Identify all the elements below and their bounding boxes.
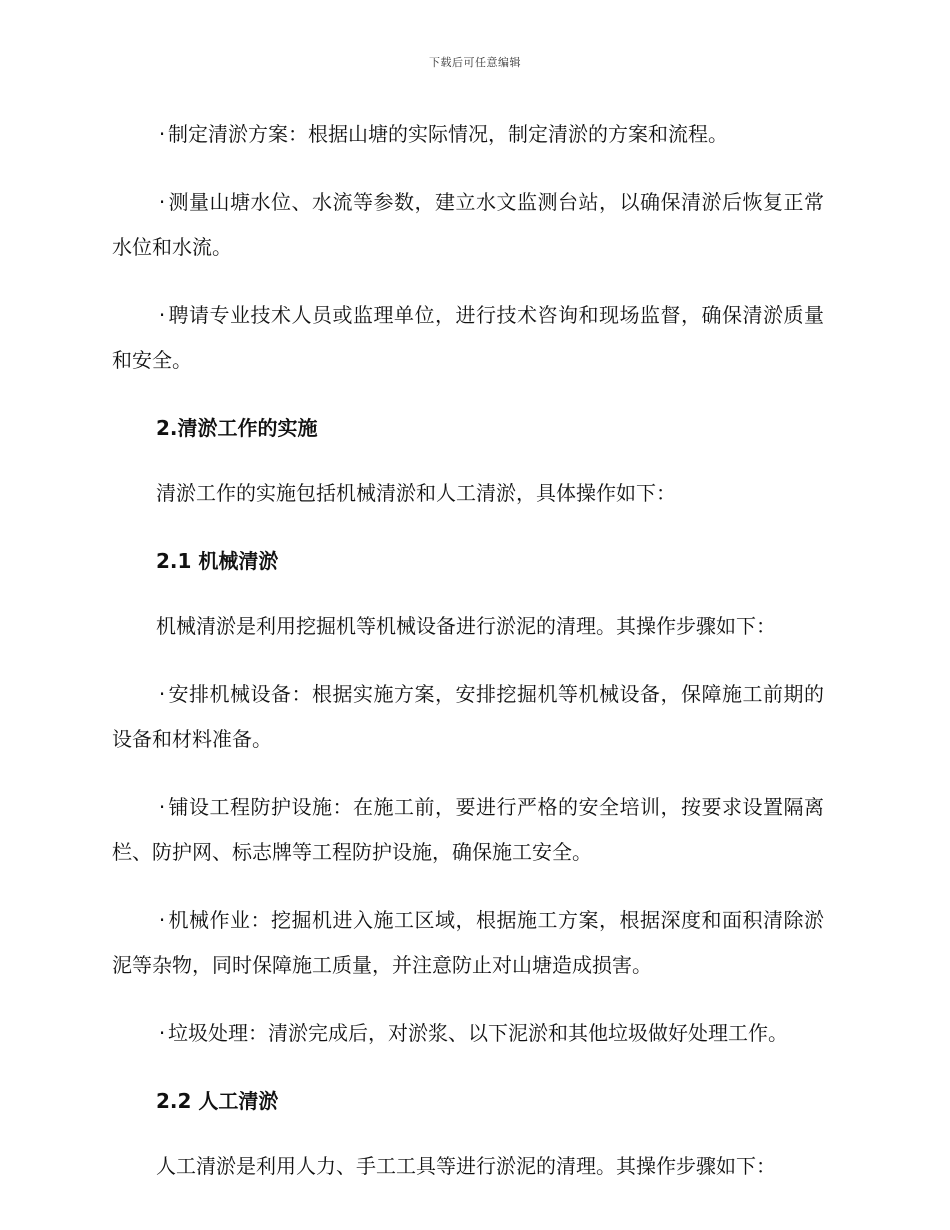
paragraph-text: 铺设工程防护设施：在施工前，要进行严格的安全培训，按要求设置隔离栏、防护网、标志牌等工程防护设施，确保施工安全。 (112, 795, 824, 864)
paragraph-text: 测量山塘水位、水流等参数，建立水文监测台站，以确保清淤后恢复正常水位和水流。 (112, 190, 824, 259)
bullet-paragraph (112, 1011, 824, 1056)
document-body (112, 112, 824, 1212)
paragraph-text: 聘请专业技术人员或监理单位，进行技术咨询和现场监督，确保清淤质量和安全。 (112, 303, 824, 372)
paragraph-text: 垃圾处理：清淤完成后，对淤浆、以下泥淤和其他垃圾做好处理工作。 (168, 1021, 788, 1045)
bullet-glyph: · (158, 795, 166, 819)
bullet-glyph: · (158, 682, 166, 706)
body-paragraph: 人工清淤是利用人力、手工工具等进行淤泥的清理。其操作步骤如下： (156, 1154, 776, 1178)
bullet-paragraph (112, 180, 824, 270)
page-header: 下载后可任意编辑 (429, 56, 521, 69)
bullet-paragraph (112, 898, 824, 988)
body-paragraph: 清淤工作的实施包括机械清淤和人工清淤，具体操作如下： (156, 481, 676, 505)
subsection-heading: 2.1 机械清淤 (156, 549, 279, 573)
bullet-paragraph (112, 112, 824, 157)
body-paragraph: 机械清淤是利用挖掘机等机械设备进行淤泥的清理。其操作步骤如下： (156, 614, 776, 638)
paragraph-text: 制定清淤方案：根据山塘的实际情况，制定清淤的方案和流程。 (168, 122, 728, 146)
paragraph-text: 机械作业：挖掘机进入施工区域，根据施工方案，根据深度和面积清除淤泥等杂物，同时保障施工质量，并注意防止对山塘造成损害。 (112, 908, 824, 977)
bullet-glyph: · (158, 122, 166, 146)
bullet-glyph: · (158, 190, 166, 214)
bullet-glyph: · (158, 908, 166, 932)
subsection-heading: 2.2 人工清淤 (156, 1089, 279, 1113)
bullet-paragraph (112, 293, 824, 383)
section-heading: 2.清淤工作的实施 (156, 416, 318, 440)
bullet-paragraph (112, 672, 824, 762)
paragraph-text: 安排机械设备：根据实施方案，安排挖掘机等机械设备，保障施工前期的设备和材料准备。 (112, 682, 824, 751)
bullet-paragraph (112, 785, 824, 875)
bullet-glyph: · (158, 303, 166, 327)
bullet-glyph: · (158, 1021, 166, 1045)
